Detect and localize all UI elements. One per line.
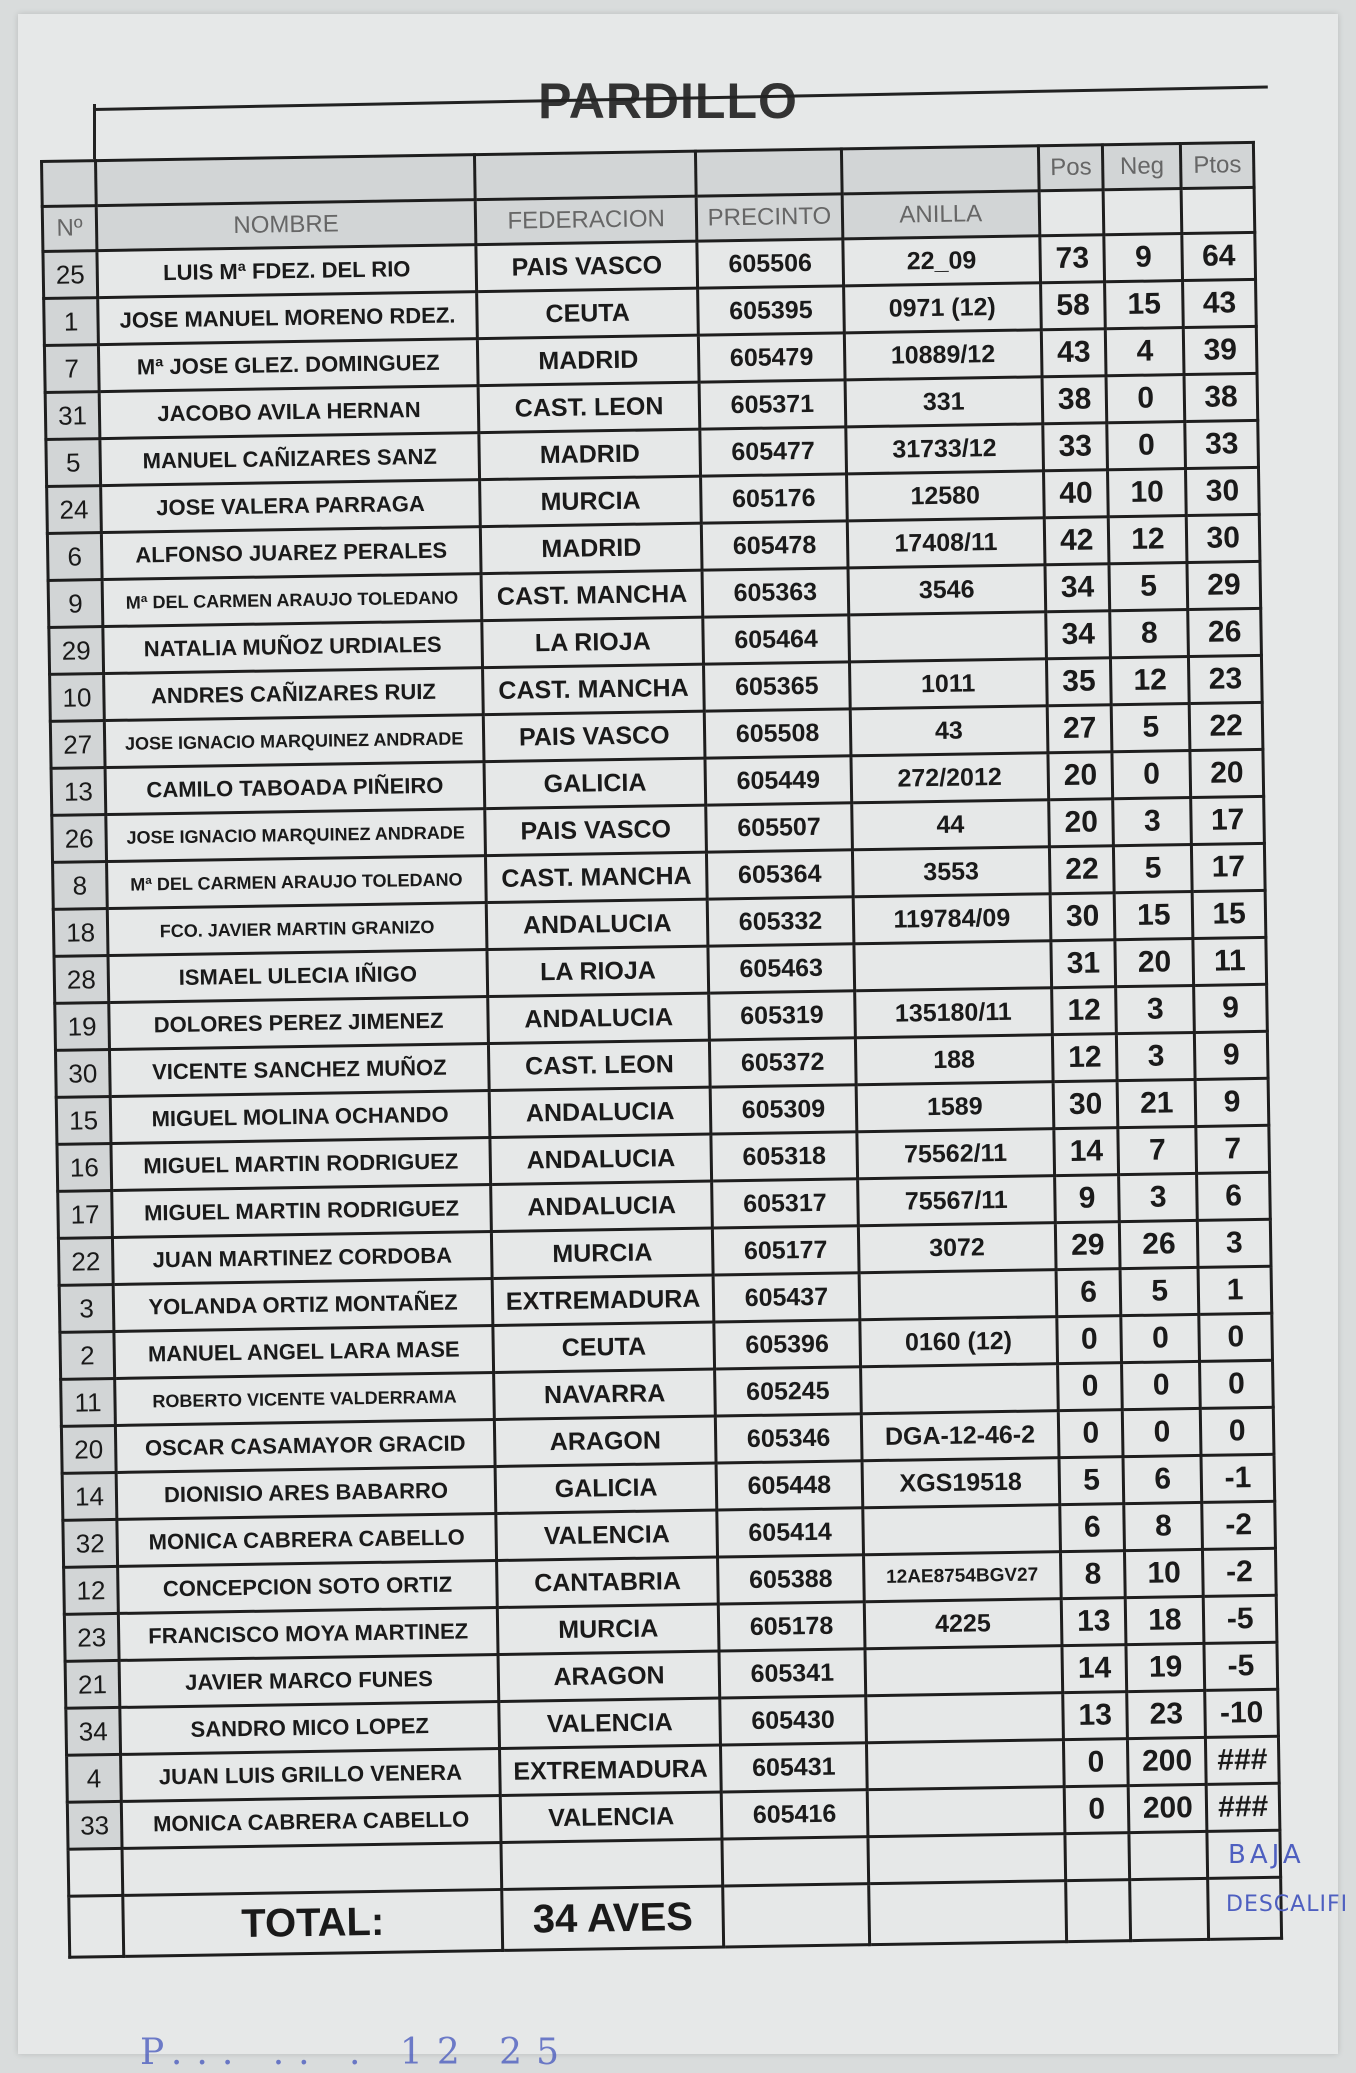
cell-no: 27 <box>50 721 105 769</box>
cell-ptos: 38 <box>1184 373 1257 421</box>
cell-ptos: ### <box>1206 1736 1279 1784</box>
cell-ptos: 33 <box>1185 420 1258 468</box>
cell-no: 7 <box>44 345 99 393</box>
results-sheet <box>40 141 1283 1959</box>
cell-federacion: ARAGON <box>498 1651 720 1701</box>
cell-nombre: FCO. JAVIER MARTIN GRANIZO <box>107 903 487 956</box>
cell-nombre: LUIS Mª FDEZ. DEL RIO <box>97 245 477 298</box>
page-title: PARDILLO <box>538 73 798 129</box>
header-no: Nº <box>42 206 97 252</box>
cell-anilla <box>866 1740 1064 1790</box>
cell-nombre: Mª DEL CARMEN ARAUJO TOLEDANO <box>107 856 487 909</box>
cell-pos: 14 <box>1062 1645 1127 1693</box>
cell-ptos: 3 <box>1198 1219 1271 1267</box>
cell-anilla: 17408/11 <box>847 518 1045 568</box>
cell-federacion: ANDALUCIA <box>488 993 710 1043</box>
cell-anilla <box>860 1364 1058 1414</box>
cell-neg: 0 <box>1107 422 1186 470</box>
cell-anilla: 12AE8754BGV27 <box>863 1552 1061 1602</box>
cell-federacion: CAST. MANCHA <box>481 570 703 620</box>
cell-precinto: 605416 <box>721 1790 867 1839</box>
title-left-rule <box>93 104 96 159</box>
cell-ptos: -1 <box>1201 1454 1274 1502</box>
cell-anilla <box>862 1505 1060 1555</box>
cell-no: 31 <box>45 392 100 440</box>
cell-nombre: DOLORES PEREZ JIMENEZ <box>109 997 489 1050</box>
cell-neg: 10 <box>1108 469 1187 517</box>
cell-neg: 10 <box>1125 1549 1204 1597</box>
cell-precinto: 605449 <box>705 756 851 805</box>
cell-nombre: ANDRES CAÑIZARES RUIZ <box>104 668 484 721</box>
cell-pos: 73 <box>1040 235 1105 283</box>
cell-precinto: 605177 <box>713 1226 859 1275</box>
cell-ptos: 39 <box>1184 326 1257 374</box>
cell-neg: 18 <box>1126 1596 1205 1644</box>
note-baja: BAJA <box>1228 1840 1305 1870</box>
header-nombre: NOMBRE <box>96 200 476 251</box>
cell-nombre: ROBERTO VICENTE VALDERRAMA <box>115 1373 495 1426</box>
cell-federacion: VALENCIA <box>500 1792 722 1842</box>
cell-neg: 12 <box>1111 657 1190 705</box>
cell-pos: 29 <box>1055 1222 1120 1270</box>
cell-nombre: NATALIA MUÑOZ URDIALES <box>103 621 483 674</box>
cell-pos: 6 <box>1060 1504 1125 1552</box>
cell-nombre: CONCEPCION SOTO ORTIZ <box>118 1561 498 1614</box>
cell-pos: 13 <box>1063 1692 1128 1740</box>
cell-precinto: 605176 <box>701 474 847 523</box>
header-pos: Pos <box>1038 145 1103 191</box>
cell-no: 14 <box>62 1472 117 1520</box>
cell-precinto: 605431 <box>721 1743 867 1792</box>
cell-federacion: MURCIA <box>491 1228 713 1278</box>
cell-precinto: 605363 <box>702 568 848 617</box>
cell-precinto: 605346 <box>716 1414 862 1463</box>
cell-nombre: YOLANDA ORTIZ MONTAÑEZ <box>113 1279 493 1332</box>
cell-pos: 43 <box>1041 329 1106 377</box>
cell-precinto: 605395 <box>698 286 844 335</box>
cell-nombre: Mª JOSE GLEZ. DOMINGUEZ <box>98 339 478 392</box>
handwritten-note: P... .. . 12 25 <box>140 2032 573 2073</box>
cell-pos: 40 <box>1043 470 1108 518</box>
cell-ptos: 17 <box>1192 843 1265 891</box>
cell-precinto: 605507 <box>706 803 852 852</box>
cell-no: 21 <box>65 1660 120 1708</box>
cell-neg: 200 <box>1129 1784 1208 1832</box>
header-precinto: PRECINTO <box>696 194 842 241</box>
cell-anilla: 75567/11 <box>857 1176 1055 1226</box>
cell-anilla: 3072 <box>858 1223 1056 1273</box>
cell-no: 18 <box>53 909 108 957</box>
cell-anilla: 1589 <box>856 1082 1054 1132</box>
cell-ptos: 6 <box>1197 1172 1270 1220</box>
cell-ptos: -5 <box>1203 1595 1276 1643</box>
cell-pos: 0 <box>1057 1316 1122 1364</box>
cell-no: 3 <box>59 1284 114 1332</box>
cell-federacion: MURCIA <box>480 476 702 526</box>
cell-no: 13 <box>51 768 106 816</box>
cell-neg: 12 <box>1109 516 1188 564</box>
header-federacion: FEDERACION <box>475 196 697 244</box>
cell-no: 17 <box>58 1191 113 1239</box>
cell-neg: 8 <box>1110 610 1189 658</box>
cell-anilla: 10889/12 <box>844 330 1042 380</box>
cell-neg: 0 <box>1123 1408 1202 1456</box>
cell-federacion: CEUTA <box>493 1322 715 1372</box>
cell-neg: 5 <box>1109 563 1188 611</box>
cell-no: 25 <box>43 251 98 299</box>
cell-no: 11 <box>61 1378 116 1426</box>
cell-no: 28 <box>54 956 109 1004</box>
cell-anilla: 188 <box>855 1035 1053 1085</box>
cell-ptos: 17 <box>1191 796 1264 844</box>
cell-nombre: JACOBO AVILA HERNAN <box>99 386 479 439</box>
cell-ptos: 43 <box>1183 279 1256 327</box>
cell-ptos: 0 <box>1201 1407 1274 1455</box>
cell-anilla: 272/2012 <box>851 753 1049 803</box>
cell-precinto: 605309 <box>710 1085 856 1134</box>
cell-ptos: 1 <box>1198 1266 1271 1314</box>
cell-nombre: MANUEL CAÑIZARES SANZ <box>100 433 480 486</box>
cell-precinto: 605341 <box>719 1649 865 1698</box>
cell-no: 20 <box>61 1425 116 1473</box>
cell-precinto: 605479 <box>699 333 845 382</box>
cell-pos: 0 <box>1058 1410 1123 1458</box>
cell-federacion: PAIS VASCO <box>483 711 705 761</box>
cell-precinto: 605448 <box>716 1461 862 1510</box>
cell-federacion: MADRID <box>480 523 702 573</box>
cell-federacion: ANDALUCIA <box>491 1181 713 1231</box>
cell-neg: 8 <box>1124 1502 1203 1550</box>
cell-anilla <box>867 1787 1065 1837</box>
cell-pos: 33 <box>1043 423 1108 471</box>
cell-anilla: 331 <box>845 377 1043 427</box>
cell-anilla: 0971 (12) <box>843 283 1041 333</box>
cell-federacion: GALICIA <box>484 758 706 808</box>
results-table <box>40 141 1283 1959</box>
cell-pos: 14 <box>1054 1128 1119 1176</box>
cell-pos: 30 <box>1050 893 1115 941</box>
cell-neg: 7 <box>1118 1126 1197 1174</box>
cell-federacion: PAIS VASCO <box>476 241 698 291</box>
cell-pos: 0 <box>1063 1739 1128 1787</box>
cell-neg: 200 <box>1128 1737 1207 1785</box>
cell-federacion: VALENCIA <box>496 1510 718 1560</box>
cell-no: 23 <box>64 1613 119 1661</box>
cell-neg: 0 <box>1121 1314 1200 1362</box>
cell-pos: 13 <box>1061 1598 1126 1646</box>
cell-anilla <box>854 941 1052 991</box>
cell-federacion: LA RIOJA <box>482 617 704 667</box>
cell-precinto: 605437 <box>713 1273 859 1322</box>
cell-federacion: ARAGON <box>494 1416 716 1466</box>
cell-pos: 34 <box>1046 611 1111 659</box>
cell-neg: 15 <box>1105 281 1184 329</box>
cell-neg: 4 <box>1106 328 1185 376</box>
cell-no: 5 <box>46 439 101 487</box>
cell-federacion: ANDALUCIA <box>486 899 708 949</box>
cell-federacion: ANDALUCIA <box>489 1087 711 1137</box>
cell-neg: 3 <box>1113 798 1192 846</box>
cell-anilla: 43 <box>850 706 1048 756</box>
cell-federacion: NAVARRA <box>494 1369 716 1419</box>
cell-pos: 35 <box>1046 658 1111 706</box>
cell-nombre: JOSE IGNACIO MARQUINEZ ANDRADE <box>104 715 484 768</box>
cell-ptos: 64 <box>1182 232 1255 280</box>
cell-nombre: JOSE VALERA PARRAGA <box>101 480 481 533</box>
cell-pos: 8 <box>1060 1551 1125 1599</box>
cell-pos: 58 <box>1041 282 1106 330</box>
header-neg: Neg <box>1103 144 1182 190</box>
cell-no: 24 <box>47 486 102 534</box>
cell-nombre: SANDRO MICO LOPEZ <box>120 1701 500 1754</box>
cell-nombre: MONICA CABRERA CABELLO <box>117 1514 497 1567</box>
cell-federacion: CAST. LEON <box>488 1040 710 1090</box>
cell-nombre: JOSE MANUEL MORENO RDEZ. <box>98 292 478 345</box>
cell-precinto: 605318 <box>711 1132 857 1181</box>
cell-ptos: 15 <box>1192 890 1265 938</box>
cell-federacion: PAIS VASCO <box>485 805 707 855</box>
cell-nombre: ISMAEL ULECIA IÑIGO <box>108 950 488 1003</box>
cell-pos: 30 <box>1053 1081 1118 1129</box>
cell-pos: 27 <box>1047 705 1112 753</box>
cell-anilla <box>865 1646 1063 1696</box>
cell-ptos: -2 <box>1202 1501 1275 1549</box>
cell-ptos: -10 <box>1205 1689 1278 1737</box>
cell-anilla: DGA-12-46-2 <box>861 1411 1059 1461</box>
cell-neg: 21 <box>1117 1079 1196 1127</box>
cell-ptos: 9 <box>1195 1031 1268 1079</box>
cell-no: 16 <box>57 1144 112 1192</box>
cell-neg: 9 <box>1104 234 1183 282</box>
cell-ptos: 0 <box>1200 1360 1273 1408</box>
cell-ptos: 0 <box>1199 1313 1272 1361</box>
cell-precinto: 605478 <box>702 521 848 570</box>
cell-neg: 5 <box>1120 1267 1199 1315</box>
cell-no: 2 <box>60 1331 115 1379</box>
cell-precinto: 605364 <box>707 850 853 899</box>
cell-no: 10 <box>50 674 105 722</box>
total-value: 34 AVES <box>502 1886 724 1950</box>
cell-ptos: 30 <box>1186 514 1259 562</box>
cell-precinto: 605371 <box>699 380 845 429</box>
cell-anilla: 1011 <box>849 659 1047 709</box>
cell-nombre: DIONISIO ARES BABARRO <box>116 1467 496 1520</box>
cell-federacion: CEUTA <box>477 288 699 338</box>
cell-nombre: JUAN LUIS GRILLO VENERA <box>121 1748 501 1801</box>
cell-precinto: 605317 <box>712 1179 858 1228</box>
cell-ptos: ### <box>1206 1783 1279 1831</box>
cell-neg: 3 <box>1119 1173 1198 1221</box>
cell-no: 33 <box>67 1801 122 1849</box>
cell-precinto: 605388 <box>718 1555 864 1604</box>
cell-nombre: JAVIER MARCO FUNES <box>119 1654 499 1707</box>
cell-nombre: MIGUEL MARTIN RODRIGUEZ <box>111 1138 491 1191</box>
cell-precinto: 605332 <box>707 897 853 946</box>
cell-precinto: 605372 <box>710 1038 856 1087</box>
cell-neg: 0 <box>1106 375 1185 423</box>
cell-nombre: Mª DEL CARMEN ARAUJO TOLEDANO <box>102 574 482 627</box>
cell-neg: 19 <box>1126 1643 1205 1691</box>
cell-pos: 5 <box>1059 1457 1124 1505</box>
cell-precinto: 605245 <box>715 1367 861 1416</box>
cell-federacion: GALICIA <box>495 1463 717 1513</box>
cell-neg: 20 <box>1115 938 1194 986</box>
cell-precinto: 605430 <box>720 1696 866 1745</box>
cell-pos: 12 <box>1052 1034 1117 1082</box>
cell-pos: 9 <box>1055 1175 1120 1223</box>
cell-anilla <box>848 612 1046 662</box>
cell-pos: 0 <box>1058 1363 1123 1411</box>
cell-pos: 22 <box>1049 846 1114 894</box>
cell-neg: 15 <box>1115 891 1194 939</box>
cell-no: 22 <box>58 1237 113 1285</box>
cell-ptos: -2 <box>1203 1548 1276 1596</box>
cell-no: 8 <box>53 862 108 910</box>
cell-anilla: 22_09 <box>842 236 1040 286</box>
cell-no: 1 <box>44 298 99 346</box>
cell-no: 29 <box>49 627 104 675</box>
cell-no: 19 <box>55 1003 110 1051</box>
cell-no: 4 <box>67 1754 122 1802</box>
cell-neg: 5 <box>1112 704 1191 752</box>
cell-ptos: 30 <box>1186 467 1259 515</box>
cell-ptos: 23 <box>1189 655 1262 703</box>
results-body <box>43 232 1280 1849</box>
cell-federacion: MURCIA <box>497 1604 719 1654</box>
cell-precinto: 605508 <box>705 709 851 758</box>
header-ptos: Ptos <box>1181 142 1254 188</box>
cell-precinto: 605477 <box>700 427 846 476</box>
total-label: TOTAL: <box>123 1889 503 1956</box>
cell-nombre: MONICA CABRERA CABELLO <box>121 1795 501 1848</box>
cell-ptos: -5 <box>1204 1642 1277 1690</box>
cell-no: 9 <box>48 580 103 628</box>
cell-pos: 38 <box>1042 376 1107 424</box>
cell-ptos: 11 <box>1193 937 1266 985</box>
cell-neg: 26 <box>1120 1220 1199 1268</box>
cell-pos: 0 <box>1064 1786 1129 1834</box>
cell-federacion: CAST. MANCHA <box>483 664 705 714</box>
cell-anilla: 44 <box>851 800 1049 850</box>
cell-ptos: 20 <box>1190 749 1263 797</box>
cell-no: 6 <box>47 533 102 581</box>
cell-neg: 0 <box>1122 1361 1201 1409</box>
cell-ptos: 9 <box>1194 984 1267 1032</box>
cell-precinto: 605396 <box>714 1320 860 1369</box>
cell-federacion: EXTREMADURA <box>500 1745 722 1795</box>
cell-anilla: XGS19518 <box>862 1458 1060 1508</box>
cell-nombre: OSCAR CASAMAYOR GRACID <box>115 1420 495 1473</box>
cell-anilla: 0160 (12) <box>859 1317 1057 1367</box>
cell-no: 32 <box>63 1519 118 1567</box>
cell-nombre: JUAN MARTINEZ CORDOBA <box>112 1232 492 1285</box>
header-anilla: ANILLA <box>842 191 1040 239</box>
cell-federacion: LA RIOJA <box>487 946 709 996</box>
cell-nombre: VICENTE SANCHEZ MUÑOZ <box>109 1044 489 1097</box>
cell-ptos: 7 <box>1196 1125 1269 1173</box>
cell-nombre: MIGUEL MOLINA OCHANDO <box>110 1091 490 1144</box>
cell-federacion: MADRID <box>477 335 699 385</box>
cell-precinto: 605365 <box>704 662 850 711</box>
cell-no: 26 <box>52 815 107 863</box>
cell-neg: 3 <box>1116 985 1195 1033</box>
cell-ptos: 26 <box>1188 608 1261 656</box>
cell-neg: 6 <box>1123 1455 1202 1503</box>
cell-anilla: 135180/11 <box>854 988 1052 1038</box>
cell-no: 12 <box>64 1566 119 1614</box>
cell-anilla: 12580 <box>846 471 1044 521</box>
cell-precinto: 605506 <box>697 239 843 288</box>
cell-pos: 34 <box>1045 564 1110 612</box>
cell-pos: 12 <box>1052 987 1117 1035</box>
cell-pos: 20 <box>1049 799 1114 847</box>
cell-ptos: 29 <box>1187 561 1260 609</box>
cell-nombre: CAMILO TABOADA PIÑEIRO <box>105 762 485 815</box>
cell-nombre: MIGUEL MARTIN RODRIGUEZ <box>112 1185 492 1238</box>
cell-federacion: CAST. MANCHA <box>486 852 708 902</box>
cell-no: 30 <box>55 1050 110 1098</box>
cell-pos: 6 <box>1056 1269 1121 1317</box>
cell-anilla: 4225 <box>864 1599 1062 1649</box>
cell-precinto: 605414 <box>717 1508 863 1557</box>
cell-precinto: 605319 <box>709 991 855 1040</box>
cell-pos: 42 <box>1044 517 1109 565</box>
cell-neg: 0 <box>1112 751 1191 799</box>
cell-federacion: CANTABRIA <box>497 1557 719 1607</box>
cell-federacion: MADRID <box>479 429 701 479</box>
note-descalificado: DESCALIFI <box>1226 1892 1349 1917</box>
cell-anilla: 3546 <box>848 565 1046 615</box>
cell-precinto: 605463 <box>708 944 854 993</box>
cell-no: 34 <box>66 1707 121 1755</box>
cell-nombre: FRANCISCO MOYA MARTINEZ <box>118 1607 498 1660</box>
cell-federacion: CAST. LEON <box>478 382 700 432</box>
cell-precinto: 605464 <box>703 615 849 664</box>
cell-no: 15 <box>56 1097 111 1145</box>
cell-anilla: 3553 <box>852 847 1050 897</box>
cell-nombre: JOSE IGNACIO MARQUINEZ ANDRADE <box>106 809 486 862</box>
cell-ptos: 9 <box>1195 1078 1268 1126</box>
cell-neg: 3 <box>1117 1032 1196 1080</box>
cell-nombre: MANUEL ANGEL LARA MASE <box>114 1326 494 1379</box>
cell-anilla <box>859 1270 1057 1320</box>
cell-nombre: ALFONSO JUAREZ PERALES <box>101 527 481 580</box>
cell-anilla: 31733/12 <box>845 424 1043 474</box>
cell-precinto: 605178 <box>719 1602 865 1651</box>
cell-anilla: 119784/09 <box>853 894 1051 944</box>
cell-neg: 5 <box>1114 844 1193 892</box>
cell-pos: 31 <box>1051 940 1116 988</box>
cell-pos: 20 <box>1048 752 1113 800</box>
cell-anilla: 75562/11 <box>857 1129 1055 1179</box>
cell-neg: 23 <box>1127 1690 1206 1738</box>
cell-ptos: 22 <box>1189 702 1262 750</box>
cell-federacion: ANDALUCIA <box>490 1134 712 1184</box>
cell-federacion: EXTREMADURA <box>492 1275 714 1325</box>
cell-federacion: VALENCIA <box>499 1698 721 1748</box>
cell-anilla <box>865 1693 1063 1743</box>
